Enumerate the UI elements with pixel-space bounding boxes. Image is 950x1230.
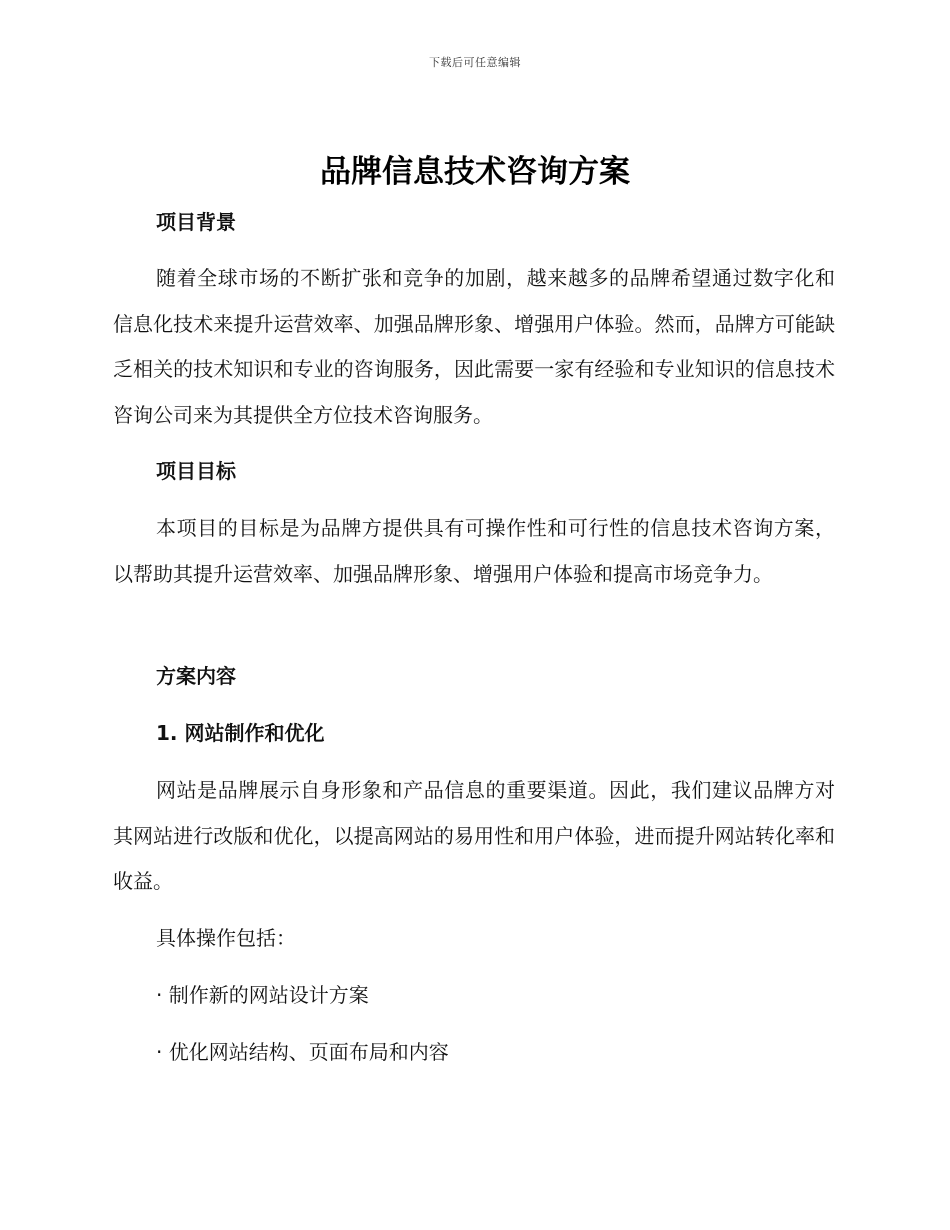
bullet-item: · 优化网站结构、页面布局和内容 (156, 1040, 449, 1064)
heading-goal: 项目目标 (156, 459, 236, 483)
heading-website: 1. 网站制作和优化 (156, 721, 325, 745)
document-title: 品牌信息技术咨询方案 (320, 154, 630, 190)
paragraph-goal: 本项目的目标是为品牌方提供具有可操作性和可行性的信息技术咨询方案，以帮助其提升运营效率、加强品牌形象、增强用户体验和提高市场竞争力。 (113, 516, 835, 586)
bullet-item: · 制作新的网站设计方案 (156, 983, 369, 1007)
heading-content: 方案内容 (156, 664, 236, 688)
header-note: 下载后可任意编辑 (429, 56, 521, 69)
operations-intro: 具体操作包括： (156, 926, 296, 950)
heading-background: 项目背景 (156, 210, 236, 234)
paragraph-background: 随着全球市场的不断扩张和竞争的加剧，越来越多的品牌希望通过数字化和信息化技术来提升运营效率、加强品牌形象、增强用户体验。然而，品牌方可能缺乏相关的技术知识和专业的咨询服务，因此需要一家有经验和专业知识的信息技术咨询公司来为其提供全方位技术咨询服务。 (113, 266, 835, 427)
paragraph-website: 网站是品牌展示自身形象和产品信息的重要渠道。因此，我们建议品牌方对其网站进行改版和优化，以提高网站的易用性和用户体验，进而提升网站转化率和收益。 (113, 778, 835, 893)
